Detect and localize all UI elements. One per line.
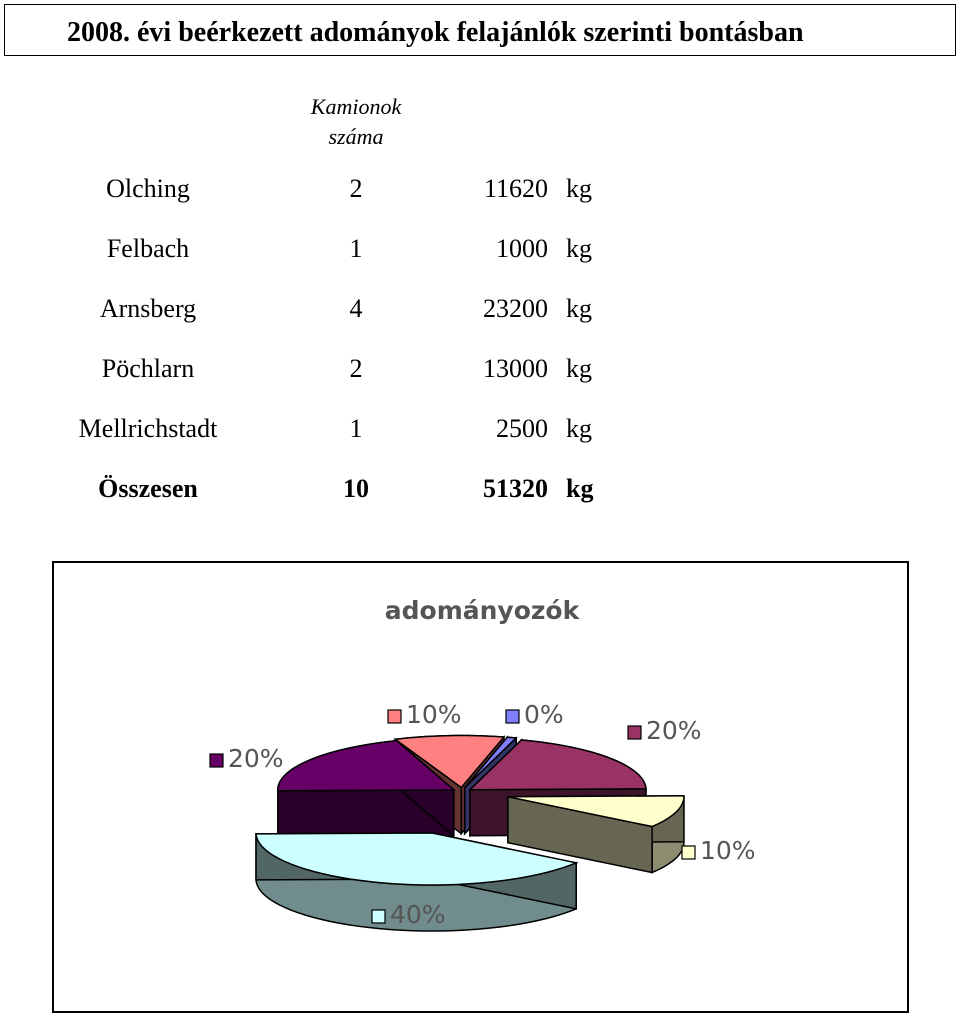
legend-label-2: 20% bbox=[646, 716, 702, 745]
page-title: 2008. évi beérkezett adományok felajánlók szerinti bontásban bbox=[67, 17, 804, 48]
legend-label-5: 20% bbox=[228, 744, 284, 773]
legend-swatch-1 bbox=[506, 710, 519, 723]
weight-unit: kg bbox=[566, 174, 592, 203]
pie-chart bbox=[52, 561, 909, 1013]
legend-label-3: 10% bbox=[700, 836, 756, 865]
truck-count: 2 bbox=[349, 354, 363, 383]
weight-value: 2500 bbox=[496, 414, 548, 443]
table-row bbox=[0, 174, 640, 210]
legend-label-0: 10% bbox=[406, 700, 462, 729]
truck-count: 2 bbox=[349, 174, 363, 203]
weight-unit: kg bbox=[566, 414, 592, 443]
table-row bbox=[0, 234, 640, 270]
legend-swatch-0 bbox=[388, 710, 401, 723]
legend-swatch-2 bbox=[628, 726, 641, 739]
city-name: Olching bbox=[106, 174, 190, 203]
column-header-truck-count bbox=[290, 92, 422, 152]
weight-value: 23200 bbox=[483, 294, 548, 323]
legend-label-1: 0% bbox=[524, 700, 564, 729]
table-row bbox=[0, 354, 640, 390]
legend-swatch-4 bbox=[372, 910, 385, 923]
legend-swatch-5 bbox=[210, 754, 223, 767]
table-row bbox=[0, 294, 640, 330]
truck-count: 1 bbox=[349, 414, 363, 443]
pie-chart-canvas bbox=[54, 563, 907, 1011]
legend-swatch-3 bbox=[682, 846, 695, 859]
column-header-line1: Kamionok bbox=[310, 94, 402, 119]
title-box bbox=[4, 4, 956, 56]
total-unit: kg bbox=[566, 474, 594, 503]
city-name: Arnsberg bbox=[99, 294, 197, 323]
weight-unit: kg bbox=[566, 294, 592, 323]
total-weight: 51320 bbox=[483, 474, 548, 503]
total-label: Összesen bbox=[98, 474, 198, 503]
weight-value: 11620 bbox=[483, 174, 548, 203]
table-row bbox=[0, 414, 640, 450]
column-header-line2: száma bbox=[328, 124, 384, 149]
weight-value: 1000 bbox=[496, 234, 548, 263]
weight-value: 13000 bbox=[483, 354, 548, 383]
weight-unit: kg bbox=[566, 234, 592, 263]
total-count: 10 bbox=[343, 474, 369, 503]
city-name: Mellrichstadt bbox=[78, 414, 218, 443]
chart-title: adományozók bbox=[384, 596, 580, 625]
truck-count: 1 bbox=[349, 234, 363, 263]
table-total-row bbox=[0, 474, 640, 510]
city-name: Felbach bbox=[106, 234, 190, 263]
legend-label-4: 40% bbox=[390, 900, 446, 929]
truck-count: 4 bbox=[349, 294, 363, 323]
weight-unit: kg bbox=[566, 354, 592, 383]
city-name: Pöchlarn bbox=[101, 354, 195, 383]
